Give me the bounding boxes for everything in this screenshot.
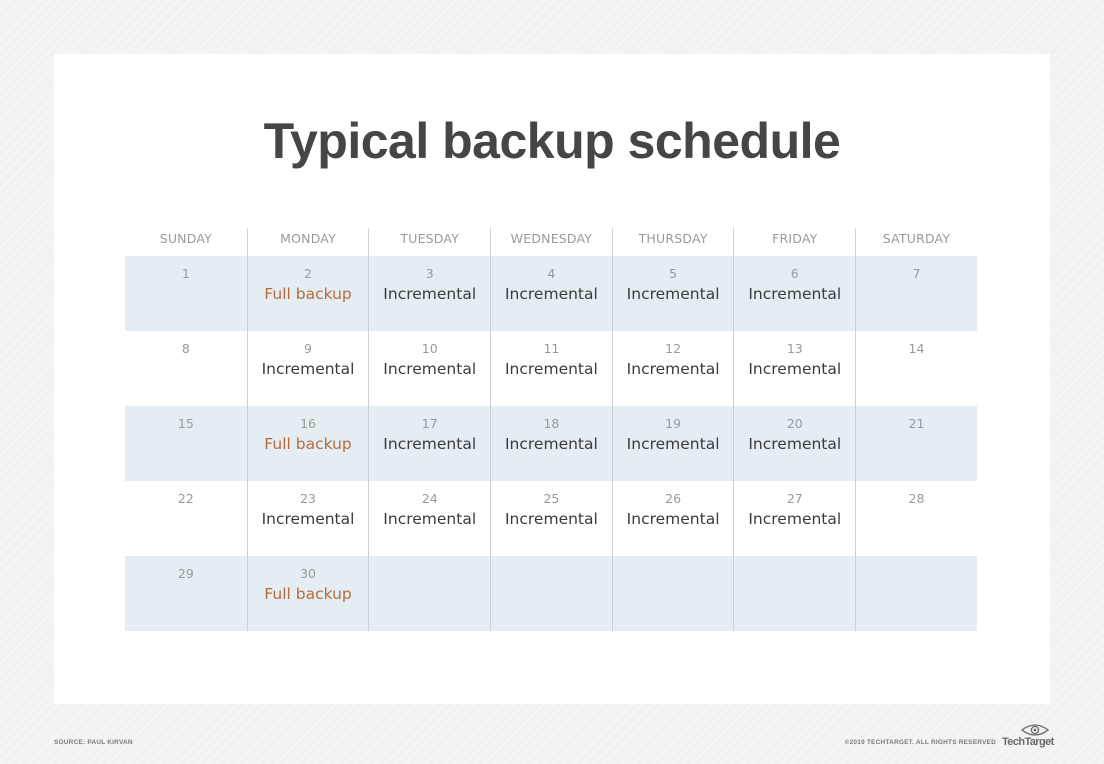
date-number: 3 <box>425 266 434 281</box>
week-row <box>125 331 977 406</box>
date-number: 17 <box>421 416 438 431</box>
day-cell <box>490 256 612 331</box>
date-number: 8 <box>181 341 190 356</box>
day-header-wednesday: WEDNESDAY <box>490 228 612 256</box>
date-number: 29 <box>177 566 194 581</box>
day-cell <box>247 406 369 481</box>
day-cell <box>855 406 977 481</box>
day-cell <box>855 556 977 631</box>
day-cell <box>490 331 612 406</box>
calendar-header <box>125 228 977 256</box>
eye-icon <box>1020 723 1050 737</box>
day-cell <box>855 331 977 406</box>
day-cell <box>490 481 612 556</box>
day-cell <box>733 331 855 406</box>
day-cell <box>125 556 247 631</box>
week-row <box>125 406 977 481</box>
date-number: 5 <box>669 266 678 281</box>
backup-type-label: Incremental <box>748 435 842 453</box>
day-cell <box>612 481 734 556</box>
backup-type-label: Incremental <box>504 285 598 303</box>
backup-type-label: Incremental <box>626 510 720 528</box>
day-cell <box>368 331 490 406</box>
date-number: 14 <box>908 341 925 356</box>
date-number: 27 <box>786 491 803 506</box>
day-cell <box>612 406 734 481</box>
backup-type-label: Incremental <box>261 360 355 378</box>
day-cell <box>612 331 734 406</box>
day-cell <box>733 556 855 631</box>
date-number: 13 <box>786 341 803 356</box>
day-header-saturday: SATURDAY <box>855 228 977 256</box>
backup-type-label: Incremental <box>626 360 720 378</box>
backup-type-label: Incremental <box>383 360 477 378</box>
date-number <box>369 565 490 582</box>
full-backup-label: Full backup <box>264 585 352 603</box>
day-cell <box>733 406 855 481</box>
day-cell <box>247 481 369 556</box>
backup-type-label: Incremental <box>504 510 598 528</box>
full-backup-label: Full backup <box>264 285 352 303</box>
date-number <box>734 565 855 582</box>
date-number: 9 <box>304 341 312 356</box>
calendar-weeks <box>125 256 977 631</box>
day-cell <box>733 481 855 556</box>
date-number: 23 <box>300 491 316 506</box>
backup-type-label: Incremental <box>626 285 720 303</box>
date-number: 25 <box>543 491 560 506</box>
week-row <box>125 481 977 556</box>
date-number <box>613 565 734 582</box>
day-cell <box>612 256 734 331</box>
day-cell <box>125 406 247 481</box>
backup-type-label: Incremental <box>261 510 355 528</box>
backup-type-label: Incremental <box>504 435 598 453</box>
date-number: 20 <box>786 416 803 431</box>
page-title: Typical backup schedule <box>263 113 841 169</box>
day-cell <box>125 256 247 331</box>
backup-type-label: Incremental <box>383 435 477 453</box>
day-cell <box>125 331 247 406</box>
day-cell <box>368 256 490 331</box>
day-cell <box>368 481 490 556</box>
day-cell <box>368 406 490 481</box>
date-number: 1 <box>181 266 190 281</box>
date-number: 10 <box>421 341 438 356</box>
date-number: 26 <box>665 491 682 506</box>
date-number: 24 <box>421 491 438 506</box>
day-cell <box>855 481 977 556</box>
date-number: 16 <box>300 416 316 431</box>
date-number: 4 <box>547 266 556 281</box>
day-header-thursday: THURSDAY <box>612 228 734 256</box>
day-header-tuesday: TUESDAY <box>368 228 490 256</box>
date-number: 22 <box>177 491 194 506</box>
day-cell <box>733 256 855 331</box>
day-cell <box>247 256 369 331</box>
date-number: 11 <box>543 341 560 356</box>
day-cell <box>612 556 734 631</box>
backup-type-label: Incremental <box>748 510 842 528</box>
date-number: 18 <box>543 416 560 431</box>
backup-type-label: Incremental <box>626 435 720 453</box>
day-header-friday: FRIDAY <box>733 228 855 256</box>
day-cell <box>490 556 612 631</box>
date-number: 6 <box>790 266 799 281</box>
copyright-notice: ©2019 TECHTARGET. ALL RIGHTS RESERVED <box>844 739 996 746</box>
date-number: 15 <box>177 416 194 431</box>
date-number <box>856 565 977 582</box>
date-number: 19 <box>665 416 682 431</box>
logo-wordmark: TechTarget <box>1002 736 1054 748</box>
day-cell <box>247 331 369 406</box>
backup-type-label: Incremental <box>748 285 842 303</box>
week-row <box>125 556 977 631</box>
day-cell <box>247 556 369 631</box>
date-number: 12 <box>665 341 682 356</box>
date-number: 30 <box>300 566 316 581</box>
date-number: 21 <box>908 416 925 431</box>
date-number: 2 <box>304 266 312 281</box>
date-number: 7 <box>912 266 921 281</box>
backup-type-label: Incremental <box>748 360 842 378</box>
full-backup-label: Full backup <box>264 435 352 453</box>
date-number <box>491 565 612 582</box>
day-cell <box>855 256 977 331</box>
backup-type-label: Incremental <box>504 360 598 378</box>
techtarget-logo <box>1002 723 1052 751</box>
week-row <box>125 256 977 331</box>
day-cell <box>368 556 490 631</box>
day-header-sunday: SUNDAY <box>159 231 212 246</box>
source-credit: SOURCE: PAUL KIRVAN <box>54 739 133 746</box>
day-cell <box>125 481 247 556</box>
backup-type-label: Incremental <box>383 510 477 528</box>
calendar <box>125 228 977 631</box>
day-cell <box>490 406 612 481</box>
backup-type-label: Incremental <box>383 285 477 303</box>
date-number: 28 <box>908 491 925 506</box>
day-header-monday: MONDAY <box>247 228 369 256</box>
